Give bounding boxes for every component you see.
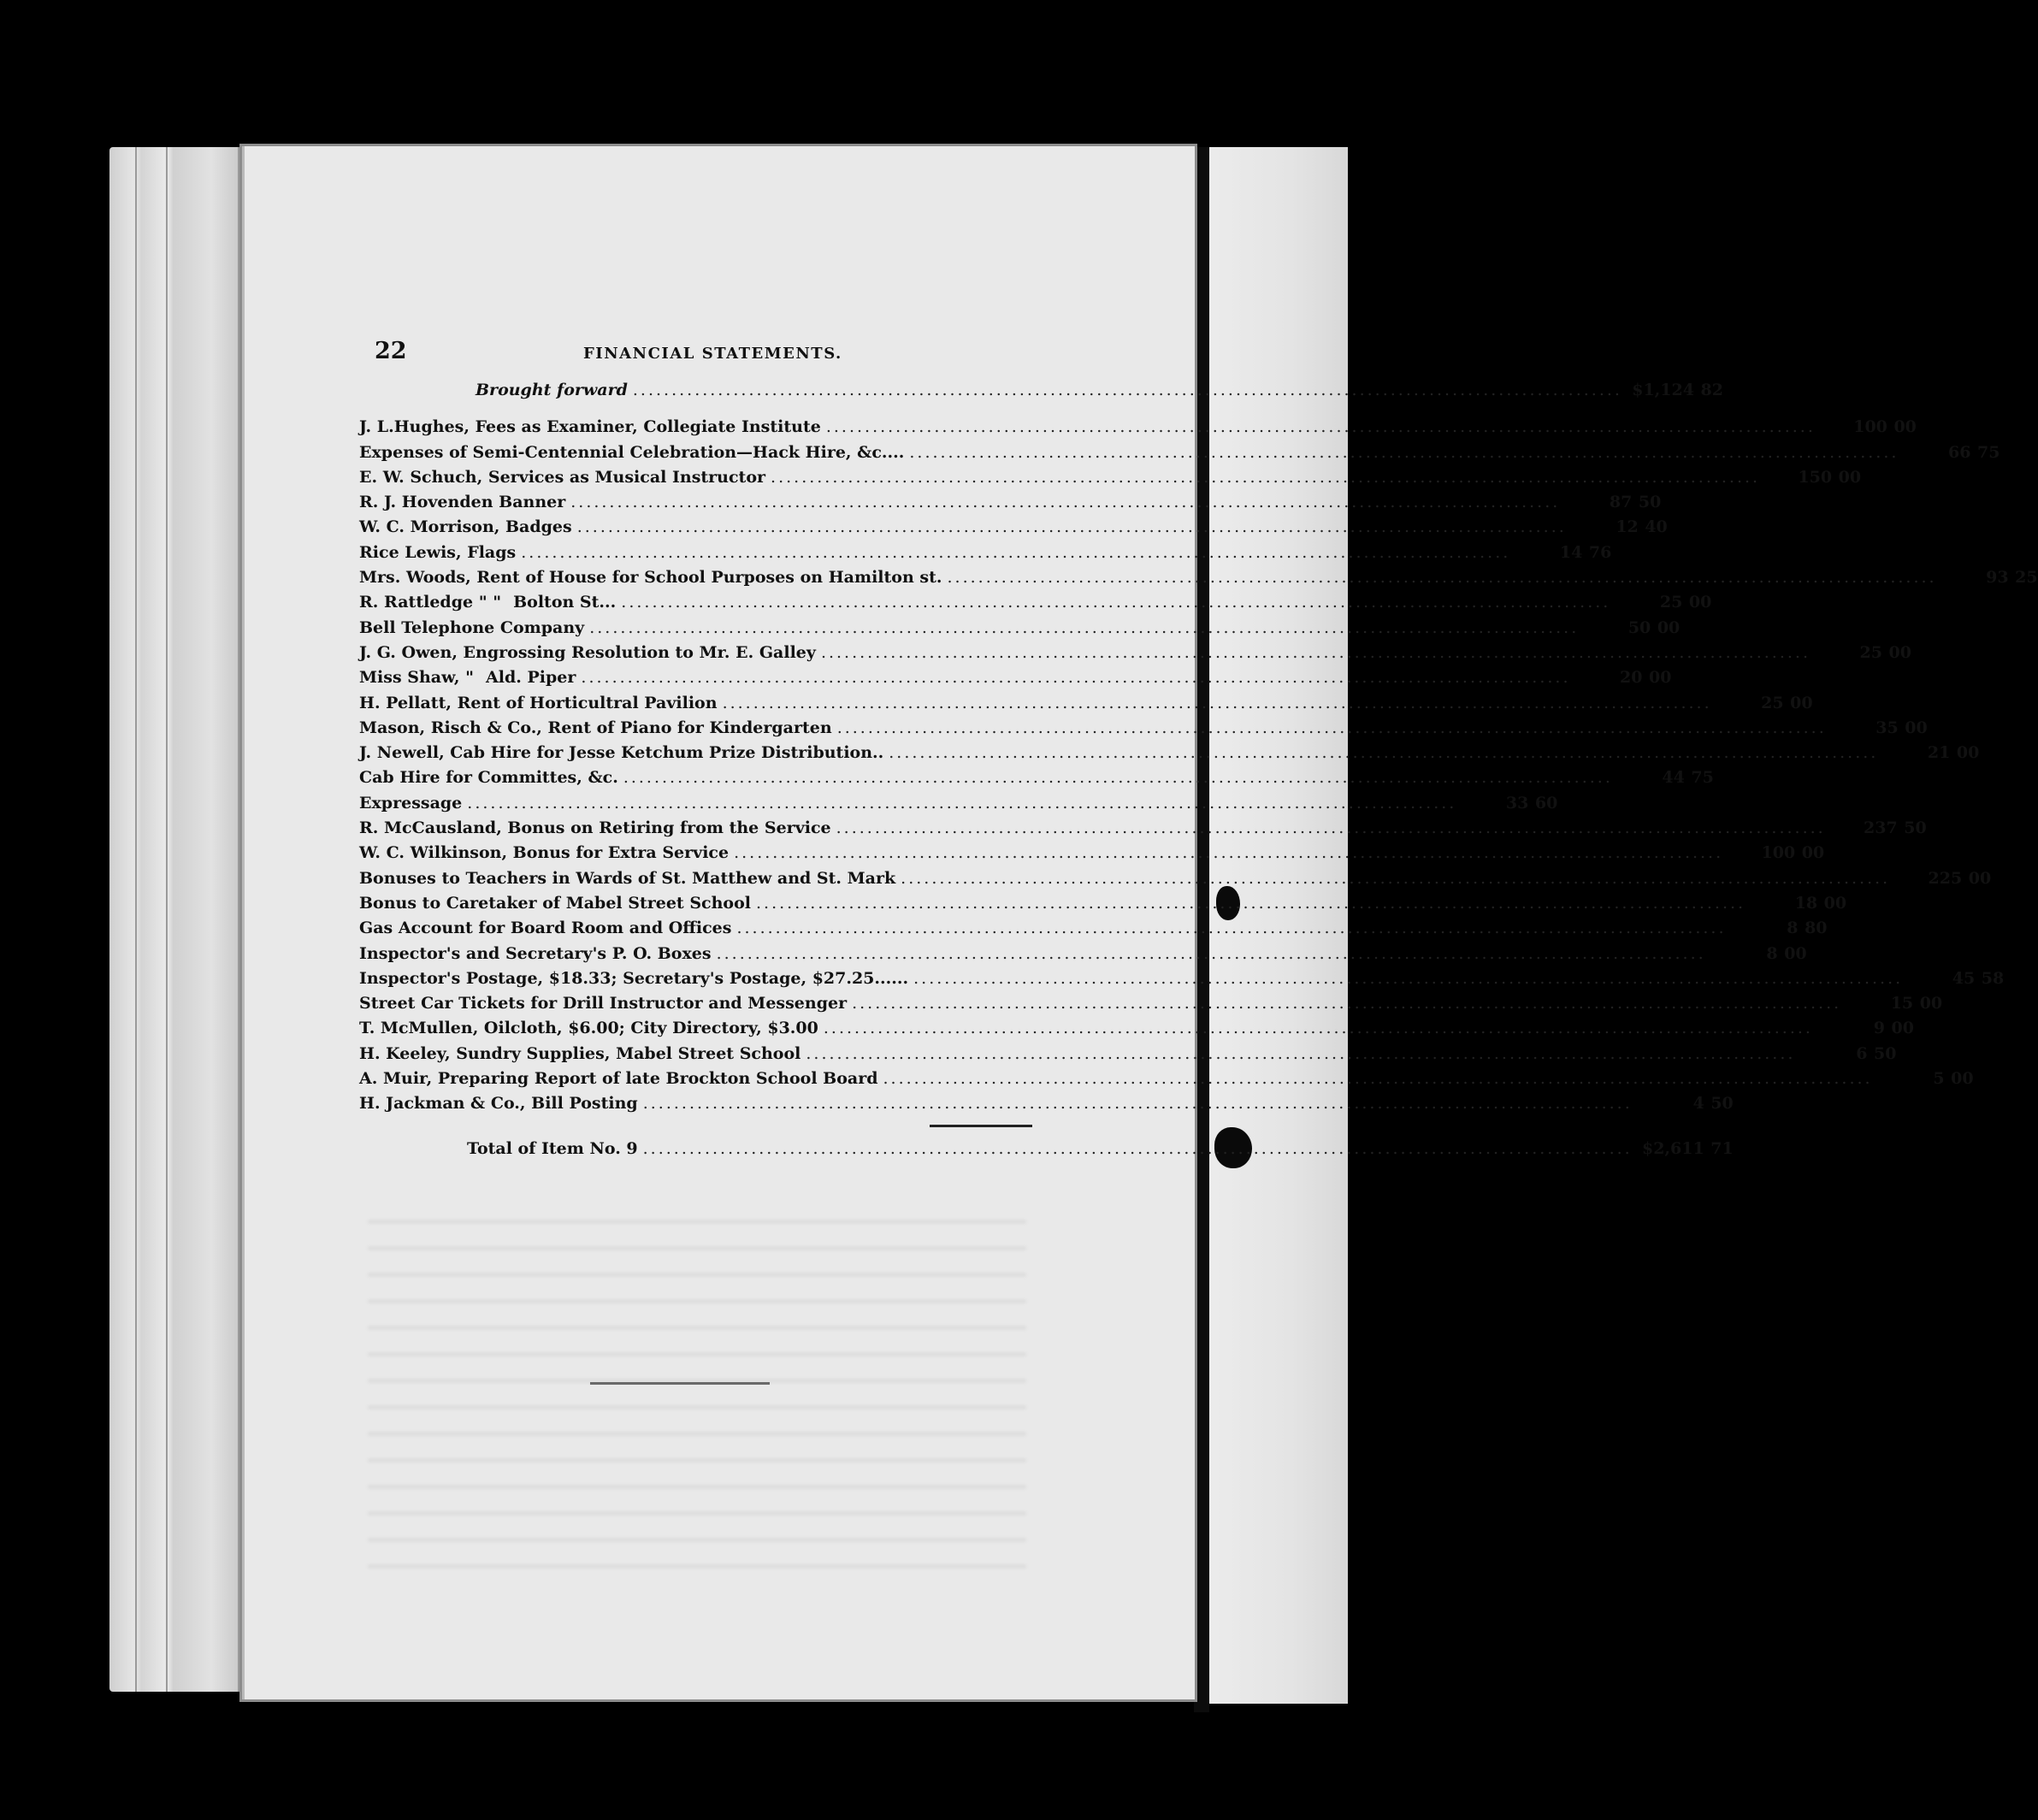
show-through-rule — [590, 1382, 770, 1385]
expense-description: T. McMullen, Oilcloth, $6.00; City Directory, $3.00 — [359, 1019, 818, 1038]
amount-cents: 58 — [1981, 968, 2005, 988]
amount — [1638, 1094, 1734, 1113]
expense-description: R. Rattledge " " — [359, 593, 502, 612]
expense-entries — [359, 417, 2038, 1119]
expense-row — [359, 1069, 1974, 1094]
expense-description: Gas Account for Board Room and Offices — [359, 919, 732, 938]
amount — [1765, 468, 1861, 487]
amount — [1908, 969, 2004, 988]
amount-cents: 00 — [1790, 693, 1813, 712]
expense-row — [359, 793, 1558, 818]
amount-cents: 76 — [1588, 542, 1612, 562]
amount-cents: 71 — [1710, 1138, 1734, 1158]
amount-cents: 00 — [1784, 943, 1807, 963]
running-head — [359, 338, 1035, 381]
amount — [1717, 694, 1813, 712]
dot-leader — [643, 1139, 1633, 1158]
expense-row — [359, 417, 1917, 442]
amount-cents: 75 — [1976, 442, 2000, 462]
dot-leader — [723, 694, 1712, 712]
amount-cents: 00 — [1951, 1069, 1974, 1089]
expense-row — [359, 868, 1992, 894]
expense-row — [359, 1094, 1734, 1119]
expense-description: Inspector's Postage, $18.33; Secretary's Postage, $27.25...... — [359, 968, 909, 988]
expense-row — [359, 994, 1943, 1019]
expense-row — [359, 1043, 1897, 1069]
amount — [1616, 593, 1711, 612]
amount-cents: 00 — [1838, 467, 1862, 487]
dot-leader — [852, 994, 1841, 1013]
amount — [1816, 643, 1911, 662]
expense-description: H. Keeley, Sundry Supplies, Mabel Street School — [359, 1043, 801, 1063]
amount-dollars: 20 — [1620, 668, 1643, 688]
amount — [1732, 919, 1828, 937]
amount — [1711, 944, 1807, 963]
amount-cents: 00 — [1657, 618, 1681, 637]
amount — [1800, 1044, 1896, 1063]
amount — [1565, 493, 1661, 511]
amount-dollars: 25 — [1659, 593, 1683, 612]
page-edge-line — [135, 147, 137, 1692]
amount — [1832, 718, 1928, 737]
expense-description: Expressage — [359, 793, 463, 812]
expense-description: H. Pellatt, Rent of Horticultral Pavilion — [359, 693, 718, 712]
show-through-text — [368, 1197, 1026, 1582]
dot-leader — [521, 543, 1510, 562]
amount — [1904, 443, 2000, 462]
expense-row — [359, 542, 1612, 568]
amount-cents: 50 — [1710, 1094, 1734, 1114]
amount-cents: 00 — [1905, 718, 1928, 737]
dot-leader — [577, 517, 1567, 536]
amount-cents: 00 — [1649, 668, 1672, 688]
expense-row — [359, 818, 1927, 843]
total-label: Total of Item No. 9 — [467, 1138, 638, 1158]
dot-leader — [837, 718, 1827, 737]
amount-dollars: 12 — [1616, 517, 1639, 537]
amount — [1846, 994, 1942, 1013]
financial-statement — [359, 338, 2038, 1164]
dot-leader — [643, 1094, 1633, 1113]
amount-dollars: 237 — [1864, 818, 1898, 838]
dot-leader — [736, 919, 1726, 937]
amount-dollars: 18 — [1794, 893, 1818, 913]
amount — [1515, 543, 1611, 562]
amount-dollars: 4 — [1692, 1094, 1704, 1114]
spacer — [359, 405, 1035, 417]
brought-forward-row — [476, 381, 1723, 405]
expense-description: Cab Hire for Committes, &c. — [359, 768, 618, 788]
amount — [1638, 1139, 1734, 1158]
dot-leader — [467, 794, 1456, 812]
amount-dollars: 25 — [1761, 693, 1784, 712]
amount — [1818, 1019, 1914, 1037]
expense-description: W. C. Morrison, Badges — [359, 517, 572, 537]
expense-row — [359, 642, 1911, 668]
amount-cents: 00 — [1893, 417, 1917, 437]
expense-row — [359, 693, 1813, 718]
expense-row — [359, 517, 1668, 542]
expense-description: Bonus to Caretaker of Mabel Street School — [359, 893, 751, 913]
amount-dollars: 45 — [1952, 968, 1976, 988]
amount — [1728, 843, 1824, 862]
dot-leader — [771, 468, 1760, 487]
amount-dollars: 100 — [1761, 843, 1796, 863]
amount-cents: 82 — [1700, 381, 1723, 399]
page-edge-line — [166, 147, 168, 1692]
amount — [1462, 794, 1557, 812]
expense-row — [359, 843, 1825, 868]
dot-leader — [570, 493, 1560, 511]
expense-row — [359, 668, 1672, 693]
dot-leader — [633, 381, 1622, 399]
amount-dollars: 50 — [1627, 618, 1651, 637]
amount-cents: 00 — [1891, 1019, 1914, 1038]
expense-description: J. Newell, Cab Hire for Jesse Ketchum Prize Distribution.. — [359, 743, 884, 763]
expense-description: Rice Lewis, Flags — [359, 542, 517, 562]
expense-description: Inspector's and Secretary's P. O. Boxes — [359, 943, 712, 963]
page-title: FINANCIAL STATEMENTS. — [583, 345, 842, 363]
expense-row — [359, 493, 1662, 517]
amount — [1831, 818, 1927, 837]
brought-forward-label: Brought forward — [476, 381, 628, 399]
expense-row — [359, 943, 1807, 969]
expense-description: Mason, Risch & Co., Rent of Piano for Kindergarten — [359, 718, 832, 737]
dot-leader — [883, 1069, 1873, 1088]
amount — [1572, 517, 1668, 536]
total-row — [467, 1138, 1734, 1164]
amount — [1751, 894, 1846, 913]
amount-dollars: 93 — [1986, 568, 2009, 588]
amount-cents: 50 — [1873, 1043, 1897, 1063]
expense-row — [359, 893, 1847, 919]
amount-dollars: 150 — [1798, 467, 1833, 487]
amount-cents: 00 — [1968, 868, 1992, 888]
dot-leader — [623, 768, 1613, 787]
amount — [1618, 768, 1714, 787]
amount-cents: 75 — [1691, 768, 1714, 788]
dot-leader — [913, 969, 1903, 988]
dot-leader — [836, 818, 1826, 837]
expense-description: E. W. Schuch, Services as Musical Instructor — [359, 467, 766, 487]
amount-cents: 60 — [1534, 793, 1558, 812]
expense-description-continued: Bolton St... — [513, 593, 617, 612]
amount-cents: 80 — [1805, 919, 1828, 938]
page-number: 22 — [375, 338, 407, 364]
amount-dollars: 14 — [1559, 542, 1583, 562]
amount-dollars: 66 — [1947, 442, 1971, 462]
amount-dollars: 35 — [1876, 718, 1899, 737]
dot-leader — [806, 1044, 1795, 1063]
amount — [1942, 568, 2038, 587]
dot-leader — [901, 869, 1890, 888]
amount-dollars: 25 — [1859, 642, 1882, 662]
dot-leader — [948, 568, 1937, 587]
amount — [1584, 618, 1680, 637]
amount-dollars: 44 — [1662, 768, 1685, 788]
amount-dollars: 21 — [1927, 743, 1951, 763]
dot-leader — [909, 443, 1899, 462]
amount-dollars: 8 — [1787, 919, 1799, 938]
amount-cents: 50 — [1638, 493, 1662, 512]
amount-dollars: 8 — [1766, 943, 1778, 963]
expense-row — [359, 618, 1681, 643]
expense-row — [359, 919, 1828, 943]
amount-dollars: 100 — [1853, 417, 1887, 437]
dot-leader — [581, 668, 1570, 687]
amount-dollars: 87 — [1609, 493, 1633, 512]
dot-leader — [717, 944, 1706, 963]
amount — [1883, 743, 1979, 762]
amount — [1878, 1069, 1974, 1088]
amount — [1821, 417, 1917, 436]
expense-row — [359, 768, 1714, 793]
dot-leader — [621, 593, 1610, 612]
amount-cents: 25 — [2015, 568, 2038, 588]
amount-cents: 00 — [1888, 642, 1911, 662]
dot-leader — [821, 643, 1811, 662]
expense-description: R. McCausland, Bonus on Retiring from the Service — [359, 818, 831, 838]
amount-dollars: $2,611 — [1641, 1138, 1704, 1158]
amount-dollars: 6 — [1856, 1043, 1868, 1063]
amount-cents: 00 — [1801, 843, 1825, 863]
expense-description: J. G. Owen, Engrossing Resolution to Mr. E. Galley — [359, 642, 816, 662]
dot-leader — [756, 894, 1746, 913]
expense-row — [359, 442, 2000, 468]
expense-row — [359, 568, 2038, 593]
dot-leader — [826, 417, 1816, 436]
expense-row — [359, 743, 1980, 768]
expense-row — [359, 718, 1928, 743]
expense-description: H. Jackman & Co., Bill Posting — [359, 1094, 638, 1114]
expense-description: R. J. Hovenden Banner — [359, 493, 566, 512]
amount — [1575, 668, 1671, 687]
dot-leader — [589, 618, 1579, 637]
expense-description: Mrs. Woods, Rent of House for School Purposes on Hamilton st. — [359, 568, 942, 588]
amount-cents: 00 — [1688, 593, 1712, 612]
expense-description: Street Car Tickets for Drill Instructor and Messenger — [359, 994, 848, 1013]
expense-row — [359, 968, 2005, 994]
amount-dollars: 15 — [1890, 994, 1914, 1013]
expense-description: Expenses of Semi-Centennial Celebration—Hack Hire, &c.... — [359, 442, 905, 462]
expense-description: Miss Shaw, " — [359, 668, 475, 688]
expense-row — [359, 1019, 1914, 1043]
amount-cents: 40 — [1645, 517, 1668, 537]
expense-description: Bell Telephone Company — [359, 618, 585, 637]
page-stack-edge — [109, 147, 255, 1692]
expense-description: J. L.Hughes, Fees as Examiner, Collegiate Institute — [359, 417, 821, 437]
expense-description: Bonuses to Teachers in Wards of St. Matthew and St. Mark — [359, 868, 896, 888]
expense-row — [359, 467, 1862, 493]
amount-dollars: $1,124 — [1632, 381, 1694, 399]
amount-cents: 50 — [1904, 818, 1927, 838]
total-rule — [930, 1125, 1032, 1127]
amount-cents: 00 — [1956, 743, 1980, 763]
amount-cents: 00 — [1823, 893, 1847, 913]
expense-description: W. C. Wilkinson, Bonus for Extra Service — [359, 843, 730, 863]
amount-dollars: 5 — [1933, 1069, 1945, 1089]
amount-dollars: 33 — [1505, 793, 1529, 812]
amount — [1627, 381, 1723, 399]
expense-description: A. Muir, Preparing Report of late Brockton School Board — [359, 1069, 878, 1089]
amount-dollars: 225 — [1928, 868, 1963, 888]
amount-cents: 00 — [1919, 994, 1943, 1013]
amount-dollars: 9 — [1873, 1019, 1885, 1038]
expense-row — [359, 593, 1712, 618]
dot-leader — [889, 743, 1878, 762]
amount — [1895, 869, 1991, 888]
dot-leader — [734, 843, 1723, 862]
expense-description-continued: Ald. Piper — [486, 668, 576, 688]
dot-leader — [824, 1019, 1813, 1037]
